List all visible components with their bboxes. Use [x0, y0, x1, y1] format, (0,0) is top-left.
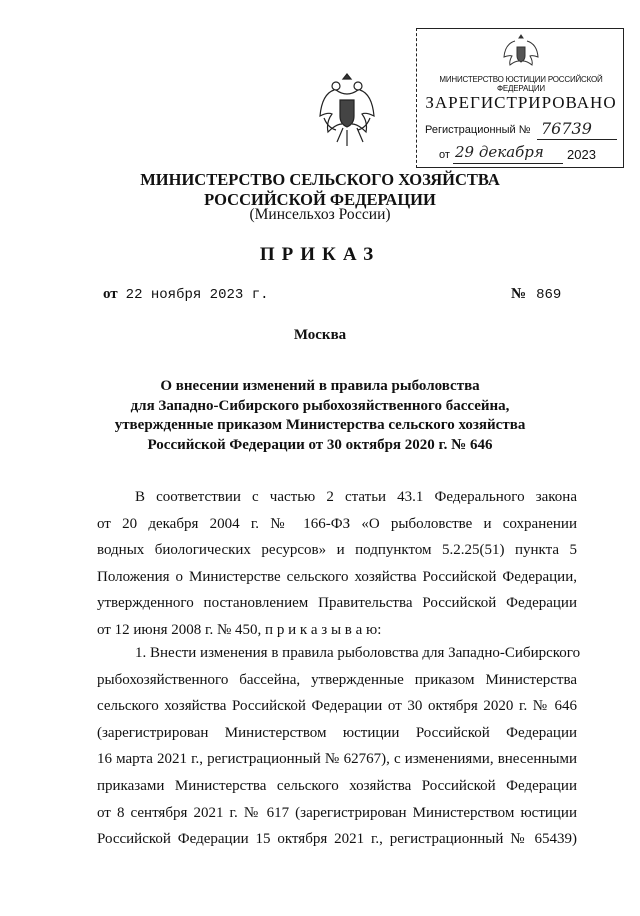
subject-line: для Западно-Сибирского рыбохозяйственного бассейна,	[130, 397, 510, 414]
subject-line: Российской Федерации от 30 октября 2020 г. № 646	[147, 436, 493, 453]
order-city: Москва	[293, 327, 347, 343]
preamble-paragraph	[97, 484, 577, 644]
text-line: Российской Федерации 15 октября 2021 г., регистрационный № 65439)	[97, 831, 577, 848]
stamp-date-prefix: от	[439, 149, 450, 161]
ministry-name-line2: РОССИЙСКОЙ ФЕДЕРАЦИИ	[204, 190, 436, 209]
text-line: (зарегистрирован Министерством юстиции Российской Федерации	[97, 724, 577, 741]
text-line: 16 марта 2021 г., регистрационный № 62767), с изменениями, внесенными	[97, 751, 577, 768]
text-line: утвержденного постановлением Правительства Российской Федерации	[97, 595, 577, 612]
clause-1-paragraph	[97, 640, 581, 853]
stamp-reg-underline	[537, 139, 617, 140]
stamp-year: 2023	[567, 147, 596, 162]
registration-stamp	[416, 28, 624, 168]
ministry-name	[0, 170, 640, 210]
text-line: 1. Внести изменения в правила рыболовства для Западно-Сибирского	[135, 645, 581, 661]
order-date-label: от	[103, 286, 118, 302]
order-number	[511, 286, 561, 303]
coat-of-arms-icon	[316, 70, 378, 152]
subject-line: утвержденные приказом Министерства сельского хозяйства	[114, 417, 526, 433]
stamp-reg-label: Регистрационный №	[425, 124, 531, 136]
order-date-value: 22 ноября 2023 г.	[125, 287, 269, 303]
subject-line: О внесении изменений в правила рыболовства	[160, 378, 480, 394]
text-line: сельского хозяйства Российской Федерации от 30 октября 2020 г. № 646	[97, 698, 577, 715]
text-line: В соответствии с частью 2 статьи 43.1 Федерального закона	[135, 489, 577, 505]
text-line: от 8 сентября 2021 г. № 617 (зарегистрирован Министерством юстиции	[97, 804, 577, 821]
stamp-date-handwritten: 29 декабря	[455, 143, 544, 161]
order-number-value: 869	[536, 287, 562, 303]
text-line: водных биологических ресурсов» и подпунктом 5.2.25(51) пункта 5	[97, 542, 577, 559]
ministry-short-name: (Минсельхоз России)	[249, 206, 391, 223]
text-line: приказами Министерства сельского хозяйства Российской Федерации	[97, 777, 577, 794]
text-line: рыбохозяйственного бассейна, утвержденные приказом Министерства	[97, 671, 577, 688]
order-date	[103, 286, 269, 303]
stamp-status: ЗАРЕГИСТРИРОВАНО	[425, 93, 617, 112]
order-subject	[0, 377, 640, 455]
text-line: от 12 июня 2008 г. № 450, п р и к а з ы в а ю:	[97, 621, 382, 638]
stamp-ministry-name: МИНИСТЕРСТВО ЮСТИЦИИ РОССИЙСКОЙ ФЕДЕРАЦИИ	[439, 75, 603, 93]
ministry-name-line1: МИНИСТЕРСТВО СЕЛЬСКОГО ХОЗЯЙСТВА	[140, 170, 500, 189]
text-line: от 20 декабря 2004 г. № 166-ФЗ «О рыболовстве и сохранении	[97, 515, 577, 532]
text-line: Положения о Министерстве сельского хозяйства Российской Федерации,	[97, 568, 577, 585]
stamp-date-underline	[453, 163, 563, 164]
order-number-label: №	[511, 286, 527, 302]
stamp-emblem-icon	[501, 33, 541, 67]
document-type-title: ПРИКАЗ	[259, 244, 381, 265]
stamp-reg-number: 76739	[541, 119, 592, 138]
